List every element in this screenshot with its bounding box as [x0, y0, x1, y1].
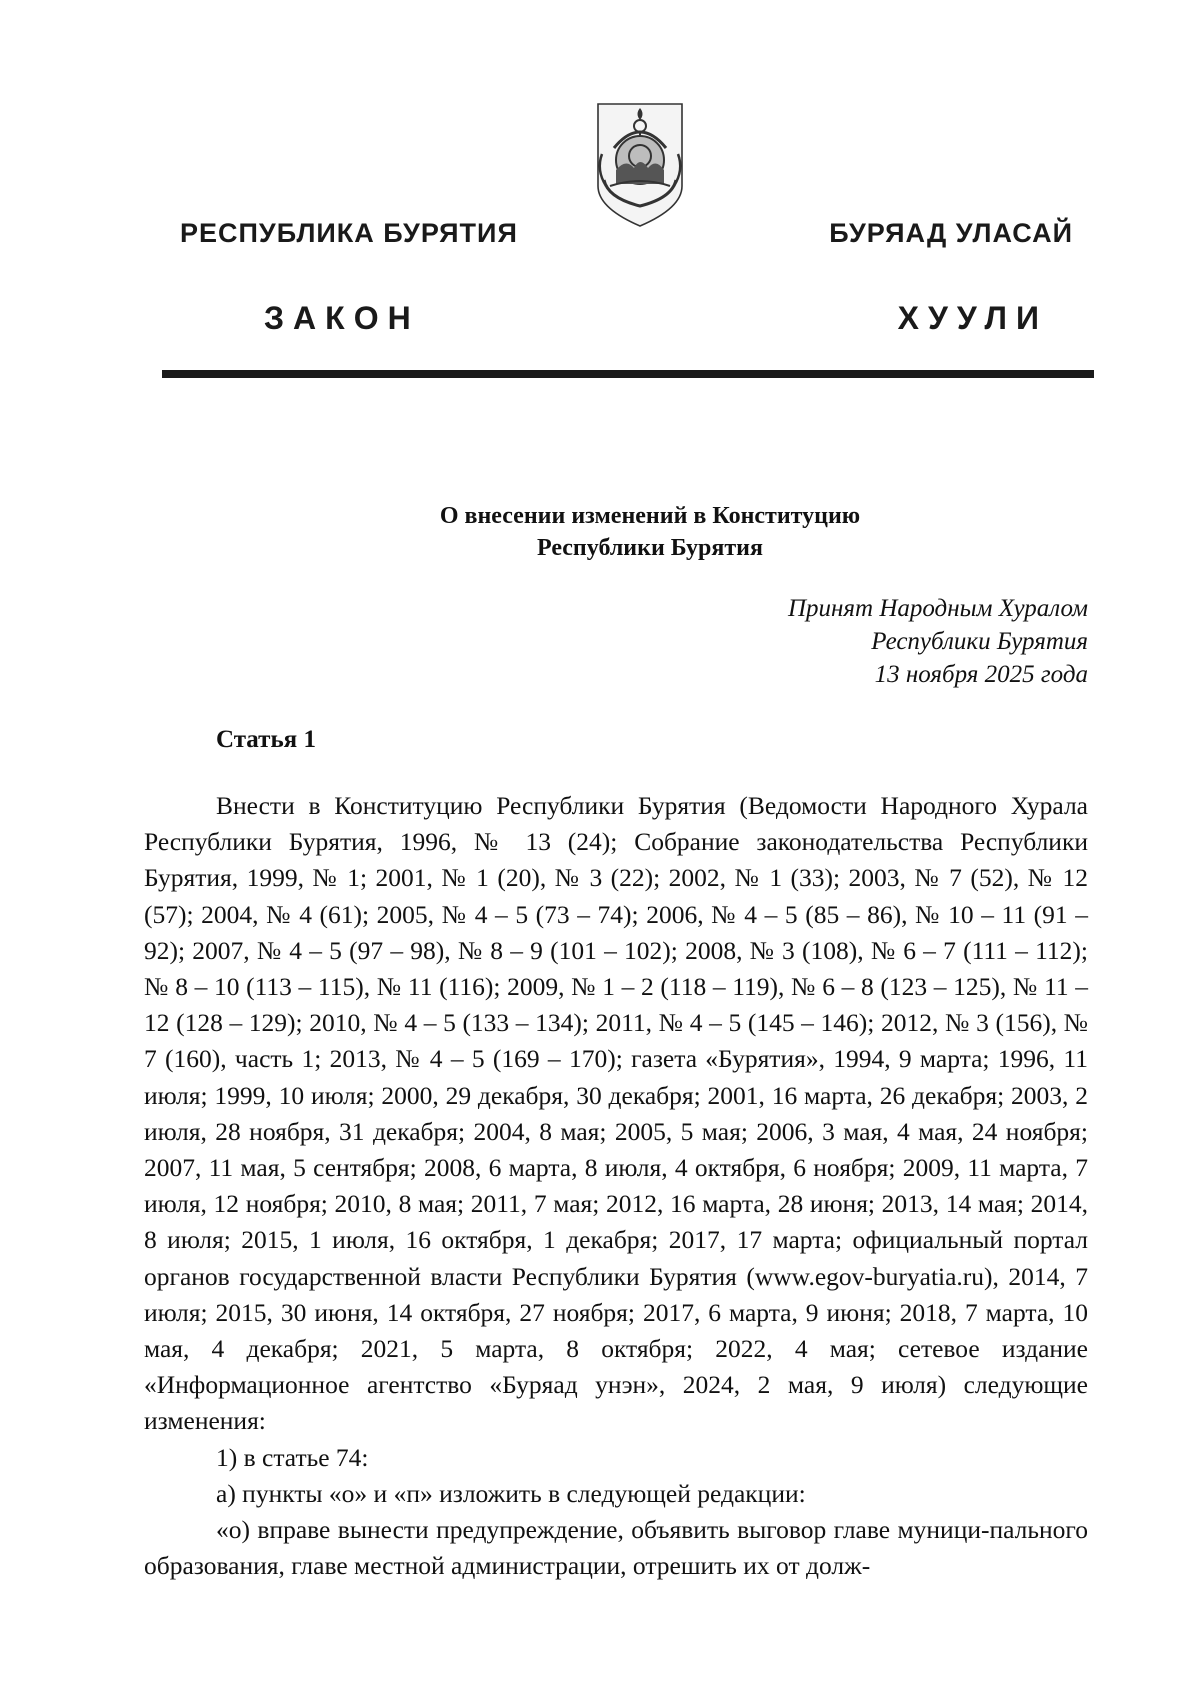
header-divider [162, 370, 1094, 378]
adoption-line-2: Республики Бурятия [871, 628, 1088, 655]
adoption-date: 13 ноября 2025 года [874, 661, 1088, 688]
article-body [144, 788, 1088, 1584]
list-item: 1) в статье 74: [216, 1442, 369, 1472]
title-line-1: О внесении изменений в Конституцию [439, 503, 861, 529]
law-label-buryat: ХУУЛИ [897, 300, 1048, 336]
republic-name-russian: РЕСПУБЛИКА БУРЯТИЯ [180, 218, 518, 248]
coat-of-arms-icon [594, 94, 686, 230]
article-heading: Статья 1 [216, 726, 316, 753]
document-title [400, 500, 900, 564]
adoption-note [788, 592, 1088, 691]
republic-name-buryat: БУРЯАД УЛАСАЙ [829, 218, 1073, 248]
title-line-2: Республики Бурятия [536, 535, 763, 561]
quoted-amendment: «о) вправе вынести предупреждение, объявить выговор главе муници-пального образования, главе местной администрации, отрешить их от долж- [144, 1515, 1088, 1581]
article-paragraph: Внести в Конституцию Республики Бурятия (Ведомости Народного Хурала Республики Бурятия, 1996, № 13 (24); Собрание законодательства Республики Бурятия, 1999, № 1; 2001, № 1 (20), № 3 (22); 2002, № 1 (33); 2003, № 7 (52), № 12 (57); 2004, № 4 (61); 2005, № 4 – 5 (73 – 74); 2006, № 4 – 5 (85 – 86), № 10 – 11 (91 – 92); 2007, № 4 – 5 (97 – 98), № 8 – 9 (101 – 102); 2008, № 3 (108), № 6 – 7 (111 – 112); № 8 – 10 (113 – 115), № 11 (116); 2009, № 1 – 2 (118 – 119), № 6 – 8 (123 – 125), № 11 – 12 (128 – 129); 2010, № 4 – 5 (133 – 134); 2011, № 4 – 5 (145 – 146); 2012, № 3 (156), № 7 (160), часть 1; 2013, № 4 – 5 (169 – 170); газета «Бурятия», 1994, 9 марта; 1996, 11 июля; 1999, 10 июля; 2000, 29 декабря, 30 декабря; 2001, 16 марта, 26 декабря; 2003, 2 июля, 28 ноября, 31 декабря; 2004, 8 мая; 2005, 5 мая; 2006, 3 мая, 4 мая, 24 ноября; 2007, 11 мая, 5 сентября; 2008, 6 марта, 8 июля, 4 октября, 6 ноября; 2009, 11 марта, 7 июля, 12 ноября; 2010, 8 мая; 2011, 7 мая; 2012, 16 марта, 28 июня; 2013, 14 мая; 2014, 8 июля; 2015, 1 июля, 16 октября, 1 декабря; 2017, 17 марта; официальный портал органов государственной власти Республики Бурятия (www.egov-buryatia.ru), 2014, 7 июля; 2015, 30 июня, 14 октября, 27 ноября; 2017, 6 марта, 9 июня; 2018, 7 марта, 10 мая, 4 декабря; 2021, 5 марта, 8 октября; 2022, 4 мая; сетевое издание «Информационное агентство «Буряад унэн», 2024, 2 мая, 9 июля) следующие изменения: [144, 791, 1088, 1436]
adoption-line-1: Принят Народным Хуралом [787, 595, 1088, 622]
law-label-russian: ЗАКОН [264, 300, 420, 336]
list-subitem: а) пункты «о» и «п» изложить в следующей редакции: [216, 1478, 806, 1508]
